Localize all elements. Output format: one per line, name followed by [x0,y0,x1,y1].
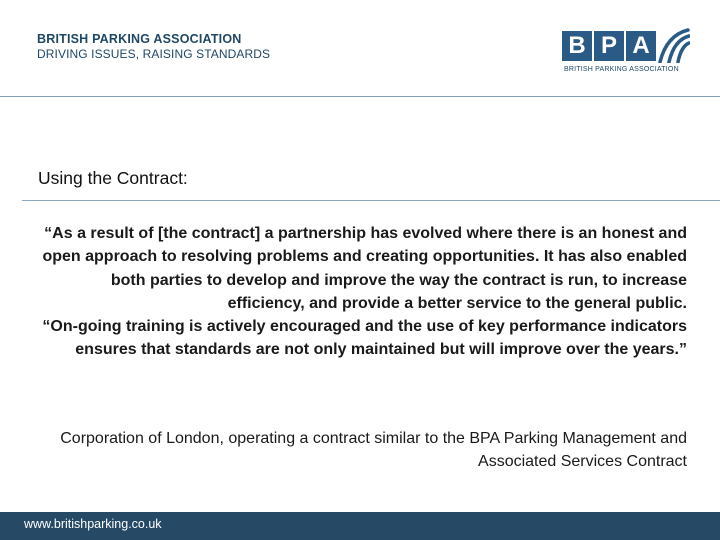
testimonial-quote [40,222,687,362]
logo-letter-a: A [626,31,656,61]
organisation-name: BRITISH PARKING ASSOCIATION [37,32,242,46]
quote-attribution: Corporation of London, operating a contract similar to the BPA Parking Management and Associated Services Contract [60,430,687,470]
logo-caption: BRITISH PARKING ASSOCIATION [564,66,679,73]
bpa-logo [562,28,692,78]
logo-letter-p: P [594,31,624,61]
heading-divider [22,200,720,201]
slide-footer [0,512,720,540]
quote-paragraph-2: “On-going training is actively encouraged and the use of key performance indicators ensures that standards are not only maintained but will improve over the years.” [42,318,687,359]
logo-letter-b: B [562,31,592,61]
quote-paragraph-1: “As a result of [the contract] a partnership has evolved where there is an honest and open approach to resolving problems and creating opportunities. It has also enabled both parties to develop and improve the way the contract is run, to increase efficiency, and provide a better service to the general public. [42,225,687,312]
header-divider [0,96,720,97]
slide-heading: Using the Contract: [38,168,188,188]
road-swoosh-icon [658,28,690,63]
website-url: www.britishparking.co.uk [24,517,162,531]
logo-letter-boxes [562,31,658,63]
organisation-tagline: DRIVING ISSUES, RAISING STANDARDS [37,47,271,61]
slide-header [0,0,720,96]
